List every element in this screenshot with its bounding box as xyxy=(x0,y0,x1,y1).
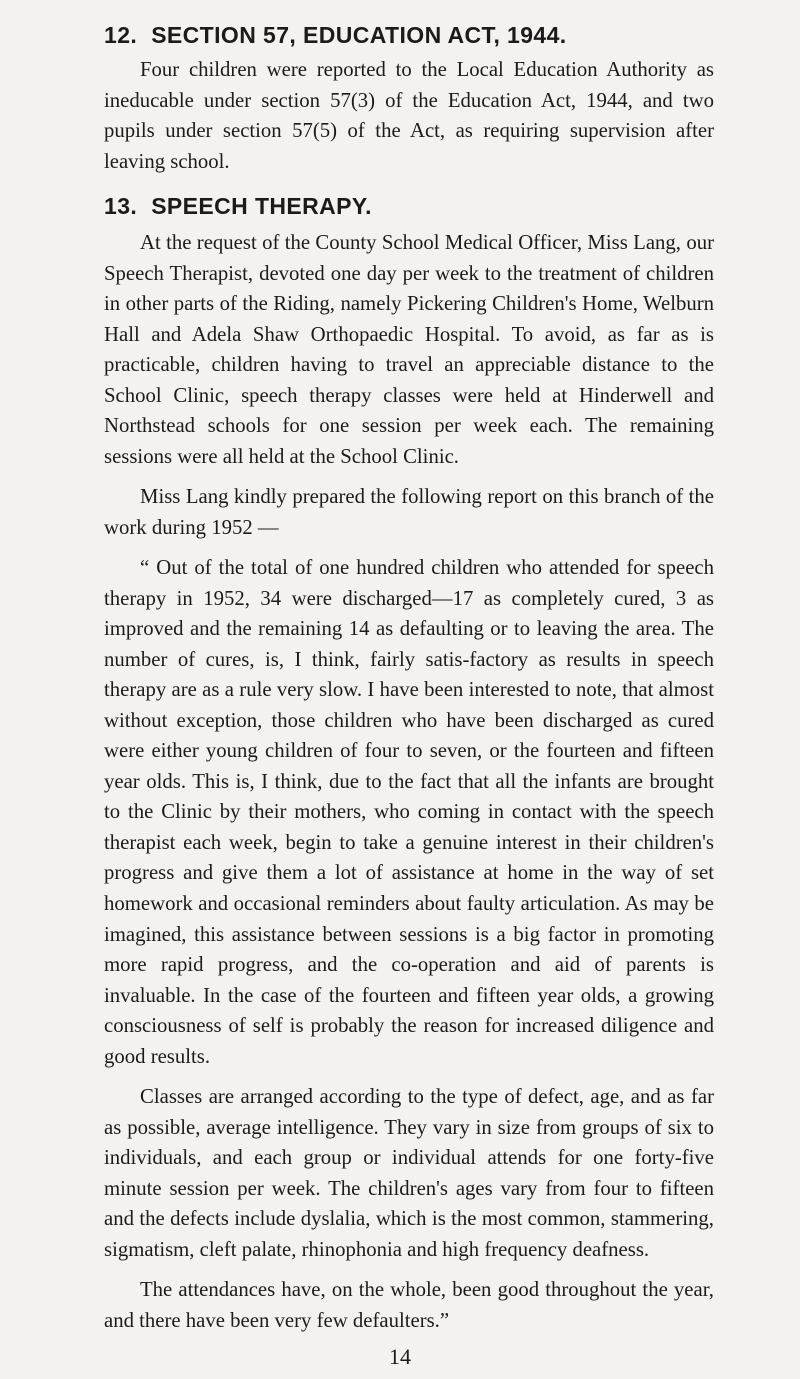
section-13-number: 13. xyxy=(104,193,138,219)
page-number: 14 xyxy=(389,1344,411,1369)
section-13-title: SPEECH THERAPY. xyxy=(151,193,372,219)
section-13-heading xyxy=(104,193,372,220)
report-quote-paragraph-1: “ Out of the total of one hundred children who attended for speech therapy in 1952, 34 were discharged—17 as completely cured, 3 as improved and the remaining 14 as defaulting or to leaving the area. The number of cures, is, I think, fairly satis-factory as results in speech therapy are as a rule very slow. I have been interested to note, that almost without exception, those children who have been discharged as cured were either young children of four to seven, or the fourteen and fifteen year olds. This is, I think, due to the fact that all the infants are brought to the Clinic by their mothers, who coming in contact with the speech therapist each week, begin to take a genuine interest in their children's progress and give them a lot of assistance at home in the way of set homework and occasional reminders about faulty articulation. As may be imagined, this assistance between sessions is a big factor in promoting more rapid progress, and the co-operation and aid of parents is invaluable. In the case of the fourteen and fifteen year olds, a growing consciousness of self is probably the reason for increased diligence and good results. xyxy=(104,557,714,1068)
section-12-heading xyxy=(104,22,567,49)
speech-therapy-paragraph-2: Miss Lang kindly prepared the following report on this branch of the work during 1952 — xyxy=(104,486,714,539)
section-12-paragraph: Four children were reported to the Local Education Authority as ineducable under section 57(3) of the Education Act, 1944, and two pupils under section 57(5) of the Act, as requiring supervision after leaving school. xyxy=(104,59,714,173)
section-12-number: 12. xyxy=(104,22,138,48)
speech-therapy-paragraph-1: At the request of the County School Medical Officer, Miss Lang, our Speech Therapist, devoted one day per week to the treatment of children in other parts of the Riding, namely Pickering Children's Home, Welburn Hall and Adela Shaw Orthopaedic Hospital. To avoid, as far as is practicable, children having to travel an appreciable distance to the School Clinic, speech therapy classes were held at Hinderwell and Northstead schools for one session per week each. The remaining sessions were all held at the School Clinic. xyxy=(104,232,714,468)
report-quote-paragraph-3: The attendances have, on the whole, been good throughout the year, and there have been very few defaulters.” xyxy=(104,1279,714,1332)
section-12-title: SECTION 57, EDUCATION ACT, 1944. xyxy=(151,22,567,48)
report-quote-paragraph-2: Classes are arranged according to the type of defect, age, and as far as possible, average intelligence. They vary in size from groups of six to individuals, and each group or individual attends for one forty-five minute session per week. The children's ages vary from four to fifteen and the defects include dyslalia, which is the most common, stammering, sigmatism, cleft palate, rhinophonia and high frequency deafness. xyxy=(104,1086,714,1261)
